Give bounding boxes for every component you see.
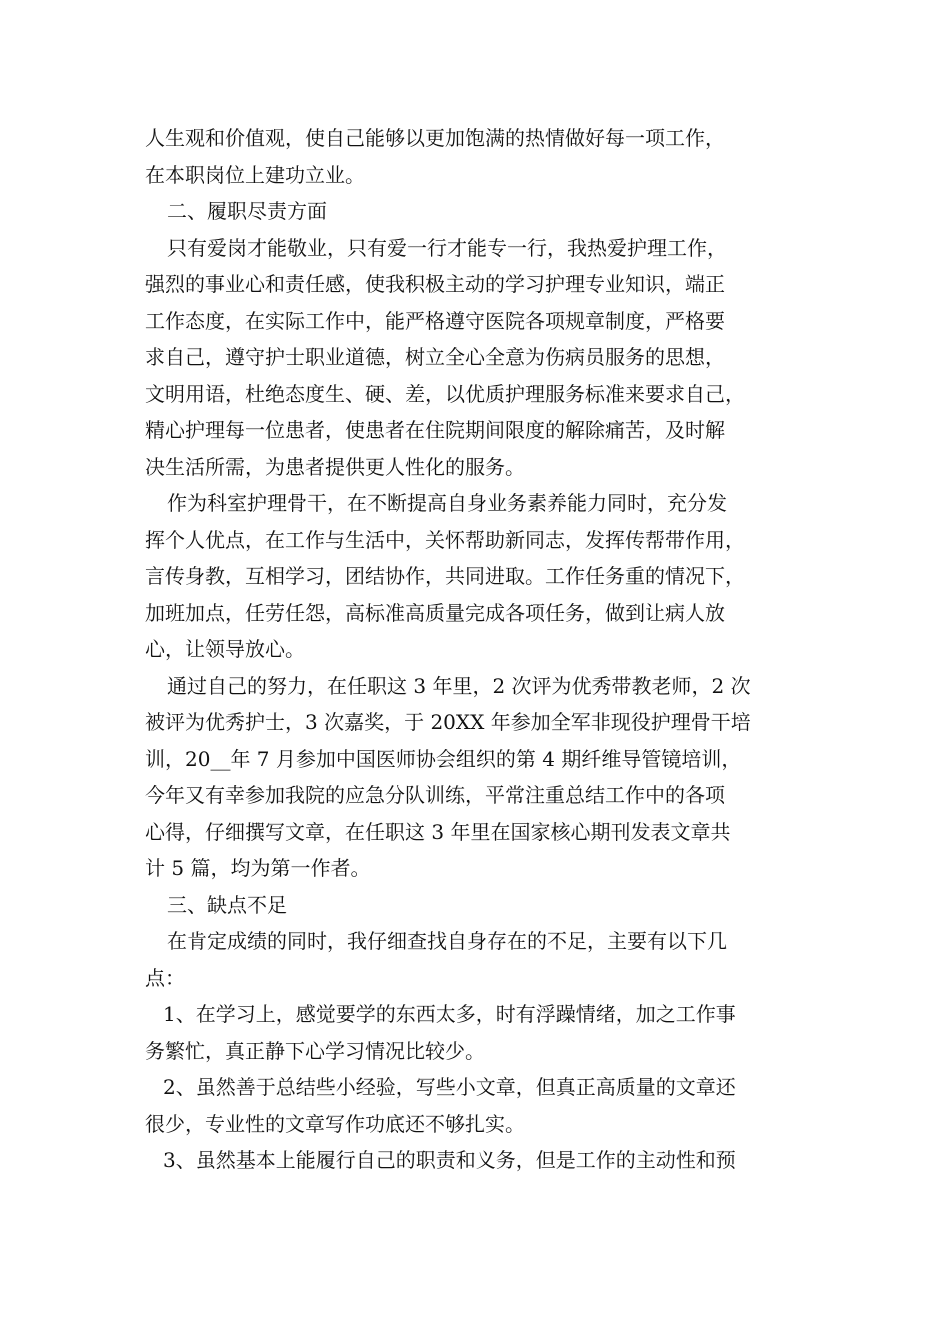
text-line: 心，让领导放心。 [145, 637, 305, 661]
text-line: 很少，专业性的文章写作功底还不够扎实。 [145, 1111, 525, 1136]
text-line: 求自己，遵守护士职业道德，树立全心全意为伤病员服务的思想， [145, 345, 725, 369]
text-line: 言传身教，互相学习，团结协作，共同进取。工作任务重的情况下， [145, 564, 745, 588]
text-line: 点： [145, 965, 185, 990]
paragraph-backbone [145, 485, 825, 668]
text-line: 今年又有幸参加我院的应急分队训练，平常注重总结工作中的各项 [145, 783, 725, 807]
text-line: 心得，仔细撰写文章，在任职这 3 年里在国家核心期刊发表文章共 [145, 819, 731, 844]
text-line: 训，20__年 7 月参加中国医师协会组织的第 4 期纤维导管镜培训， [145, 746, 742, 771]
text-line: 3、虽然基本上能履行自己的职责和义务，但是工作的主动性和预 [163, 1148, 736, 1172]
text-line: 强烈的事业心和责任感，使我积极主动的学习护理专业知识，端正 [145, 272, 725, 296]
text-line: 决生活所需，为患者提供更人性化的服务。 [145, 454, 525, 479]
list-item-1 [145, 996, 825, 1069]
document-body [145, 120, 825, 1179]
text-line: 挥个人优点，在工作与生活中，关怀帮助新同志，发挥传帮带作用， [145, 527, 745, 552]
text-line: 精心护理每一位患者，使患者在住院期间限度的解除痛苦，及时解 [145, 418, 725, 442]
text-line: 作为科室护理骨干，在不断提高自身业务素养能力同时，充分发 [167, 491, 727, 515]
text-line: 2、虽然善于总结些小经验，写些小文章，但真正高质量的文章还 [163, 1075, 736, 1099]
text-line: 在本职岗位上建功立业。 [145, 162, 365, 187]
paragraph-duties [145, 230, 825, 486]
text-line: 务繁忙，真正静下心学习情况比较少。 [145, 1038, 485, 1063]
text-line: 文明用语，杜绝态度生、硬、差，以优质护理服务标准来要求自己， [145, 381, 745, 406]
text-line: 在肯定成绩的同时，我仔细查找自身存在的不足，主要有以下几 [167, 929, 727, 953]
list-item-2 [145, 1069, 825, 1142]
text-line: 被评为优秀护士，3 次嘉奖，于 20XX 年参加全军非现役护理骨干培 [145, 710, 751, 734]
text-line: 计 5 篇，均为第一作者。 [145, 856, 371, 880]
text-line: 只有爱岗才能敬业，只有爱一行才能专一行，我热爱护理工作， [167, 235, 727, 260]
paragraph-shortcomings-intro [145, 923, 825, 996]
section-heading-duties: 二、履职尽责方面 [167, 199, 327, 223]
paragraph-continuation [145, 120, 825, 193]
text-line: 通过自己的努力，在任职这 3 年里，2 次评为优秀带教老师，2 次 [167, 673, 751, 698]
text-line: 工作态度，在实际工作中，能严格遵守医院各项规章制度，严格要 [145, 308, 725, 333]
text-line: 1、在学习上，感觉要学的东西太多，时有浮躁情绪，加之工作事 [163, 1002, 736, 1026]
section-heading-shortcomings: 三、缺点不足 [167, 892, 287, 917]
paragraph-achievements [145, 668, 825, 887]
text-line: 加班加点，任劳任怨，高标准高质量完成各项任务，做到让病人放 [145, 600, 725, 625]
list-item-3 [145, 1142, 825, 1179]
text-line: 人生观和价值观，使自己能够以更加饱满的热情做好每一项工作， [145, 126, 725, 150]
